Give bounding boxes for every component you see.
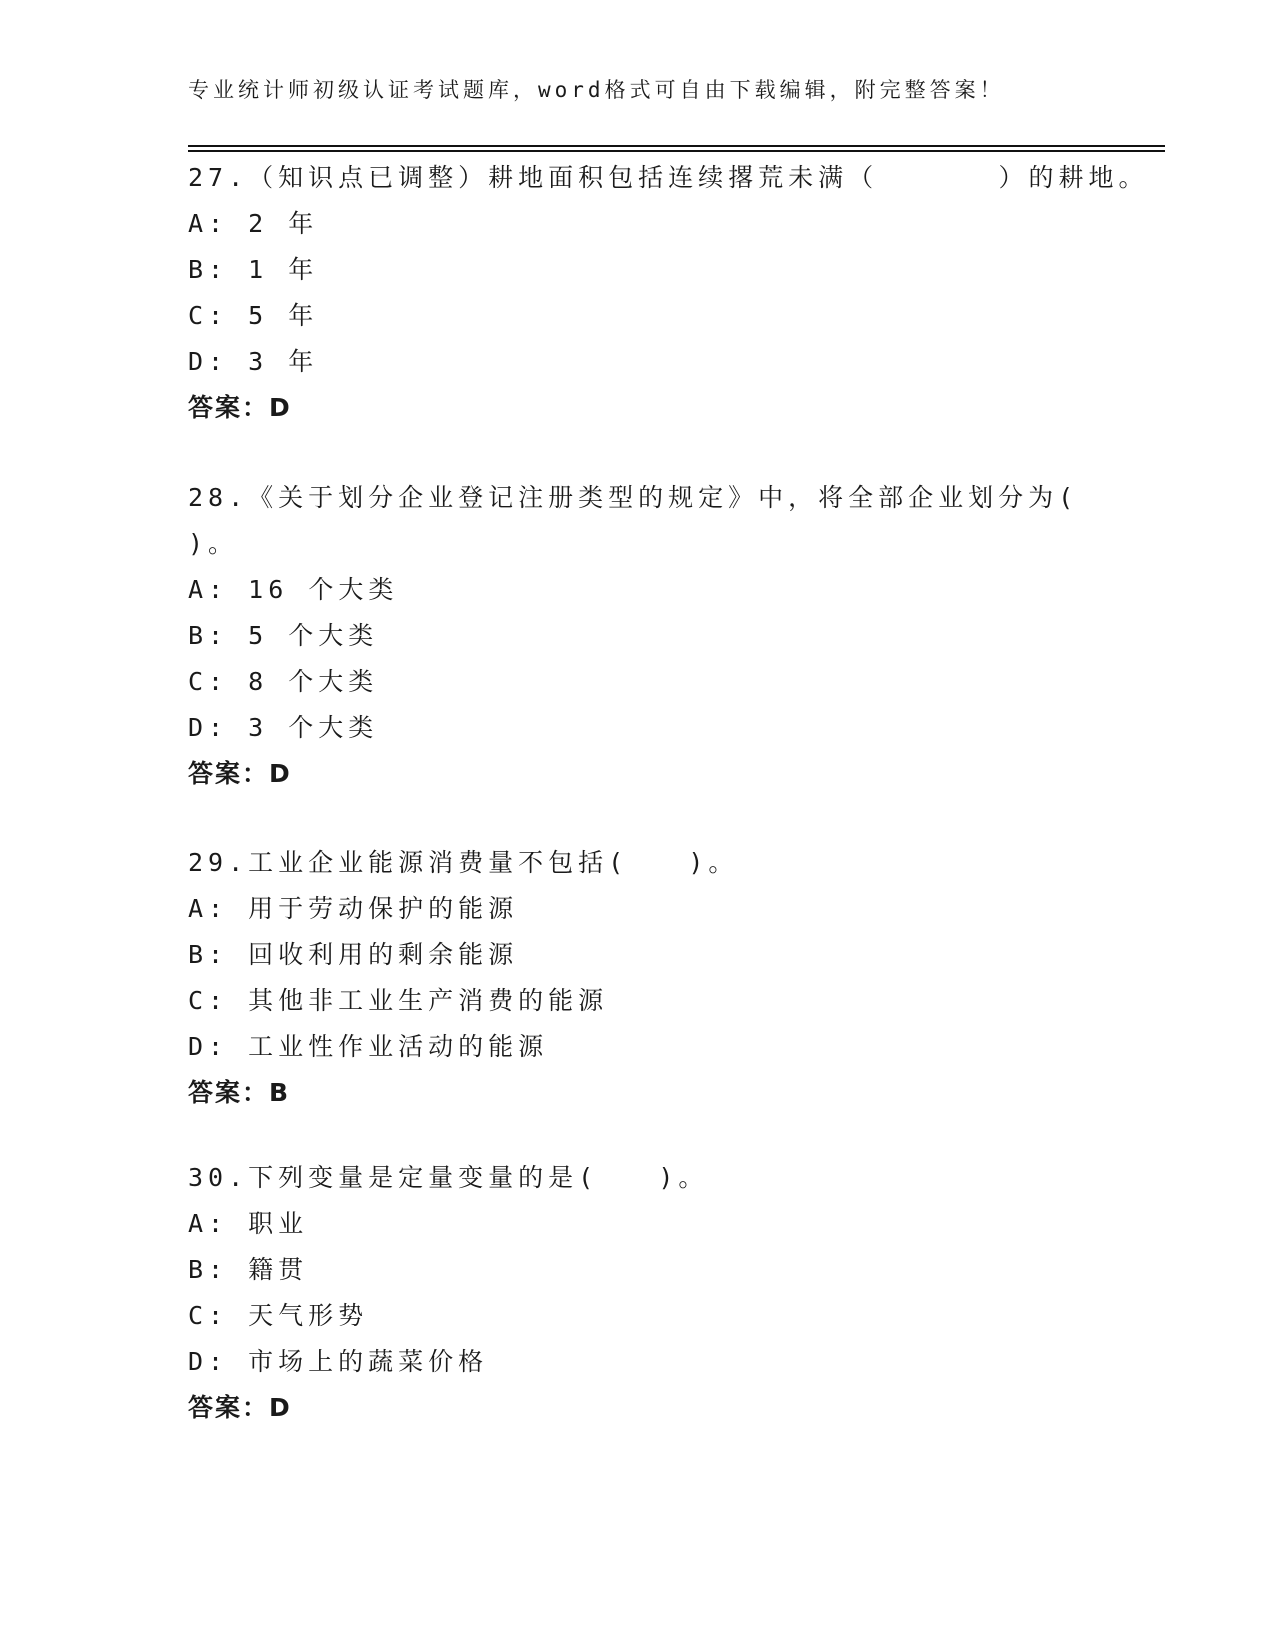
option-text: 1 年 — [248, 255, 319, 284]
option-a — [188, 201, 1118, 247]
option-label: B: — [188, 1255, 229, 1284]
option-text: 用于劳动保护的能源 — [248, 894, 519, 923]
question-30 — [188, 1155, 1118, 1431]
option-label: A: — [188, 575, 229, 604]
option-text: 职业 — [248, 1209, 309, 1238]
option-d — [188, 1024, 1118, 1070]
option-text: 市场上的蔬菜价格 — [248, 1347, 489, 1376]
option-text: 籍贯 — [248, 1255, 309, 1284]
option-text: 5 年 — [248, 301, 319, 330]
question-stem: 30.下列变量是定量变量的是( )。 — [188, 1163, 709, 1192]
option-d — [188, 705, 1118, 751]
answer: 答案：D — [188, 759, 292, 788]
option-b — [188, 613, 1118, 659]
option-label: D: — [188, 1032, 229, 1061]
question-28 — [188, 475, 1118, 797]
option-text: 16 个大类 — [248, 575, 399, 604]
question-29 — [188, 840, 1118, 1116]
option-a — [188, 1201, 1118, 1247]
option-text: 3 年 — [248, 347, 319, 376]
option-label: C: — [188, 1301, 229, 1330]
option-label: D: — [188, 347, 229, 376]
option-text: 天气形势 — [248, 1301, 369, 1330]
header-rule-bottom — [188, 150, 1165, 152]
answer: 答案：D — [188, 1393, 292, 1422]
option-text: 8 个大类 — [248, 667, 379, 696]
option-label: B: — [188, 940, 229, 969]
question-stem: 28.《关于划分企业登记注册类型的规定》中，将全部企业划分为( — [188, 483, 1079, 512]
option-b — [188, 1247, 1118, 1293]
option-text: 工业性作业活动的能源 — [248, 1032, 549, 1061]
option-c — [188, 659, 1118, 705]
option-label: D: — [188, 713, 229, 742]
option-b — [188, 247, 1118, 293]
option-label: A: — [188, 209, 229, 238]
option-label: B: — [188, 255, 229, 284]
option-text: 2 年 — [248, 209, 319, 238]
option-text: 其他非工业生产消费的能源 — [248, 986, 609, 1015]
option-d — [188, 1339, 1118, 1385]
option-a — [188, 567, 1118, 613]
option-text: 5 个大类 — [248, 621, 379, 650]
question-stem: 27.（知识点已调整）耕地面积包括连续撂荒未满（ ）的耕地。 — [188, 163, 1149, 192]
option-label: C: — [188, 986, 229, 1015]
option-label: C: — [188, 301, 229, 330]
answer: 答案：D — [188, 393, 292, 422]
option-label: A: — [188, 894, 229, 923]
question-27 — [188, 155, 1149, 431]
option-label: A: — [188, 1209, 229, 1238]
question-stem: 29.工业企业能源消费量不包括( )。 — [188, 848, 739, 877]
option-c — [188, 978, 1118, 1024]
option-b — [188, 932, 1118, 978]
option-label: B: — [188, 621, 229, 650]
option-label: C: — [188, 667, 229, 696]
option-text: 3 个大类 — [248, 713, 379, 742]
option-c — [188, 1293, 1118, 1339]
option-d — [188, 339, 1118, 385]
option-text: 回收利用的剩余能源 — [248, 940, 519, 969]
question-stem-continued: )。 — [188, 529, 239, 558]
page-header: 专业统计师初级认证考试题库，word格式可自由下载编辑，附完整答案！ — [188, 78, 1005, 102]
option-label: D: — [188, 1347, 229, 1376]
header-rule-top — [188, 145, 1165, 147]
answer: 答案：B — [188, 1078, 291, 1107]
option-c — [188, 293, 1118, 339]
option-a — [188, 886, 1118, 932]
